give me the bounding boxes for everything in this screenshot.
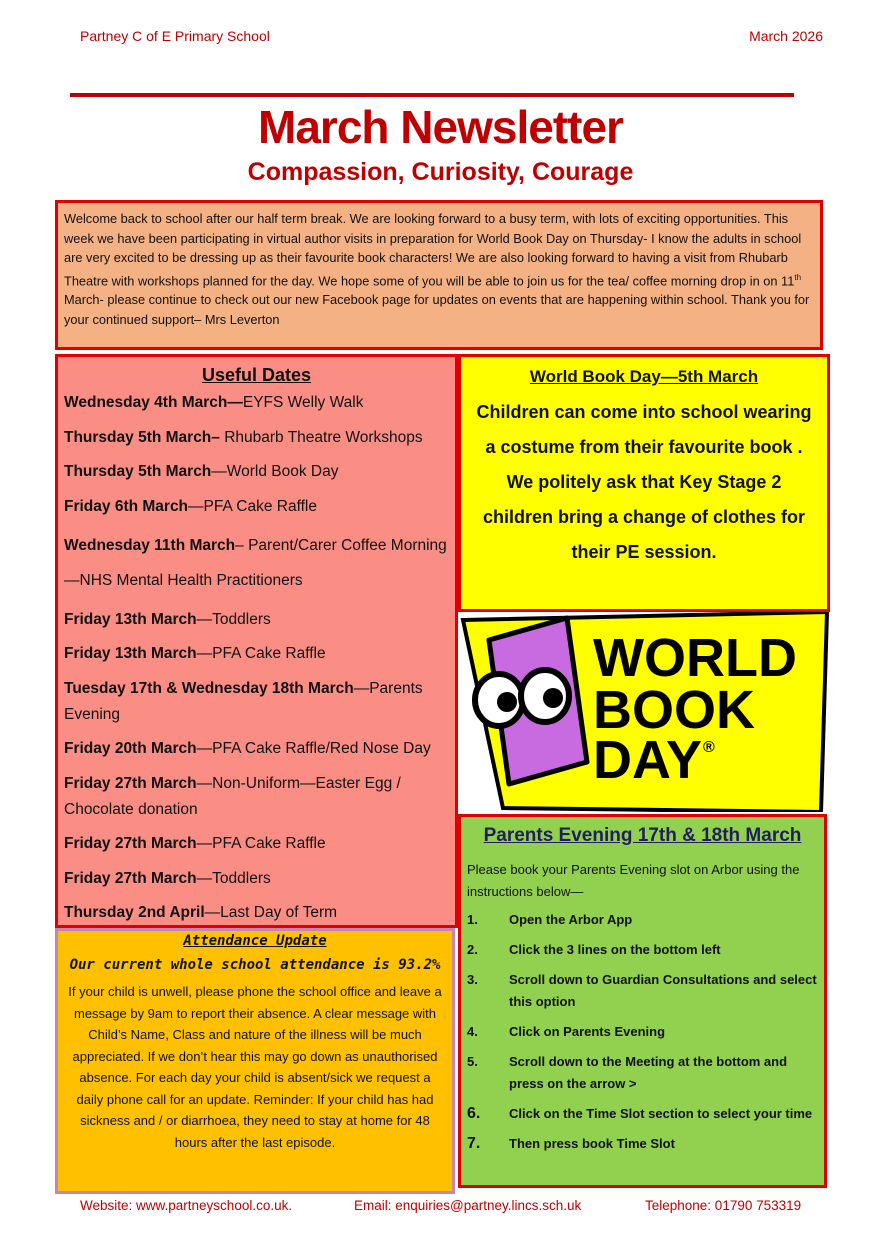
step-number: 3. xyxy=(467,972,478,987)
parents-evening-intro: Please book your Parents Evening slot on Arbor using the instructions below— xyxy=(467,862,800,899)
attendance-text: If your child is unwell, please phone the school office and leave a message by 9am to report their absence. A clear message with Child’s Name, Class and nature of the illness will be much appreciated. If we don’t hear this may go down as unauthorised absence. For each day your child is absent/sick we request a daily phone call for an update. Reminder: If your child has had sickness and / or diarrhoea, they need to stay at home for 48 hours after the last episode. xyxy=(68,984,442,1150)
date-event: —PFA Cake Raffle xyxy=(196,835,326,852)
world-book-day-text: Children can come into school wearing a costume from their favourite book . We politely ask that Key Stage 2 children bring a change of clothes for their PE session. xyxy=(476,402,812,562)
logo-line-day: DAY xyxy=(593,730,703,790)
date-item xyxy=(64,866,449,892)
useful-dates-panel xyxy=(55,354,458,928)
instruction-step xyxy=(467,1051,818,1095)
date-label: Thursday 2nd April xyxy=(64,904,205,921)
newsletter-title: March Newsletter xyxy=(258,101,623,153)
header-divider xyxy=(70,93,794,97)
parents-evening-panel xyxy=(458,814,827,1188)
date-item xyxy=(64,641,449,667)
step-number: 7. xyxy=(467,1135,481,1152)
date-item xyxy=(64,390,449,416)
step-number: 4. xyxy=(467,1024,478,1039)
date-event: Rhubarb Theatre Workshops xyxy=(224,428,423,446)
step-text: Open the Arbor App xyxy=(509,912,633,927)
step-text: Click on the Time Slot section to select your time xyxy=(509,1106,813,1121)
date-event: —Non-Uniform—Easter Egg / Chocolate donation xyxy=(64,774,401,818)
date-item xyxy=(64,528,449,598)
date-label: Friday 6th March xyxy=(64,497,189,515)
step-number: 1. xyxy=(467,912,478,927)
date-event: —World Book Day xyxy=(211,463,339,480)
instruction-step xyxy=(467,1133,818,1155)
welcome-text-start: Welcome back to school after our half term break. We are looking forward to a busy term, with lots of exciting opportunities. This week we have been participating in virtual author visits in preparation for World Book Day on Thursday- I know the adults in school are very excited to be dressing up as their favourite book characters! We are also looking forward to having a visit from Rhubarb Theatre with workshops planned for the day. We hope some of you will be able to join us for the tea/ coffee morning drop in on 11 xyxy=(64,211,802,288)
footer-website: Website: www.partneyschool.co.uk. xyxy=(80,1198,293,1213)
date-item xyxy=(64,736,449,762)
date-item xyxy=(64,771,449,823)
issue-date: March 2026 xyxy=(749,28,823,44)
date-label: Thursday 5th March xyxy=(64,463,212,480)
date-event: —Toddlers xyxy=(196,610,271,628)
footer-telephone: Telephone: 01790 753319 xyxy=(645,1198,802,1213)
step-text: Scroll down to the Meeting at the bottom and press on the arrow > xyxy=(509,1054,788,1091)
date-item xyxy=(64,676,449,728)
date-item xyxy=(64,607,449,633)
date-event: —PFA Cake Raffle xyxy=(188,497,317,515)
world-book-day-panel xyxy=(458,354,830,612)
world-book-day-heading: World Book Day—5th March xyxy=(529,367,759,386)
date-item xyxy=(64,425,449,451)
date-label: Wednesday 11th March xyxy=(64,537,236,554)
parents-evening-heading: Parents Evening 17th & 18th March xyxy=(483,825,802,846)
date-label: Friday 13th March xyxy=(64,645,197,662)
date-event: – Parent/Carer Coffee Morning—NHS Mental Health Practitioners xyxy=(64,537,447,589)
date-label: Friday 27th March xyxy=(64,869,197,887)
instruction-step xyxy=(467,1021,818,1043)
school-name: Partney C of E Primary School xyxy=(80,28,270,44)
date-label: Friday 27th March xyxy=(64,774,197,792)
step-text: Then press book Time Slot xyxy=(509,1136,675,1151)
step-text: Click on Parents Evening xyxy=(509,1024,666,1039)
welcome-superscript: th xyxy=(794,272,802,282)
step-number: 6. xyxy=(467,1105,481,1122)
school-values: Compassion, Curiosity, Courage xyxy=(247,158,634,186)
date-event: —Last Day of Term xyxy=(204,904,338,921)
instruction-step xyxy=(467,939,818,961)
date-label: Thursday 5th March– xyxy=(64,428,225,446)
date-event: —PFA Cake Raffle xyxy=(196,645,326,662)
date-event: —Parents Evening xyxy=(64,679,423,723)
date-label: Wednesday 4th March— xyxy=(64,394,243,411)
instruction-step xyxy=(467,969,818,1013)
world-book-day-logo xyxy=(459,612,830,812)
welcome-message xyxy=(55,200,823,350)
date-item xyxy=(64,459,449,485)
welcome-text-end: March- please continue to check out our new Facebook page for updates on events that are happening within school. Thank you for your continued support– Mrs Leverton xyxy=(64,292,810,327)
step-text: Click the 3 lines on the bottom left xyxy=(509,942,721,957)
date-item xyxy=(64,831,449,857)
attendance-panel xyxy=(55,928,455,1194)
footer-email: Email: enquiries@partney.lincs.sch.uk xyxy=(354,1198,582,1213)
logo-line-world: WORLD xyxy=(593,628,797,688)
date-item xyxy=(64,900,449,926)
logo-registered-mark: ® xyxy=(703,739,715,756)
instruction-step xyxy=(467,1103,818,1125)
date-event: —PFA Cake Raffle/Red Nose Day xyxy=(196,740,431,757)
step-text: Scroll down to Guardian Consultations and select this option xyxy=(509,972,817,1009)
date-label: Friday 27th March xyxy=(64,835,197,852)
date-event: —Toddlers xyxy=(196,869,271,887)
instruction-step xyxy=(467,909,818,931)
date-event: EYFS Welly Walk xyxy=(242,394,364,411)
attendance-rate: Our current whole school attendance is 93.2% xyxy=(69,957,441,973)
step-number: 2. xyxy=(467,942,478,957)
attendance-heading: Attendance Update xyxy=(183,933,327,949)
date-label: Friday 20th March xyxy=(64,740,197,757)
date-label: Tuesday 17th & Wednesday 18th March xyxy=(64,679,354,697)
date-item xyxy=(64,494,449,520)
date-label: Friday 13th March xyxy=(64,610,197,628)
logo-line-book: BOOK xyxy=(593,680,755,740)
world-book-day-logo-graphic xyxy=(459,612,830,812)
step-number: 5. xyxy=(467,1054,478,1069)
useful-dates-heading: Useful Dates xyxy=(201,365,312,385)
